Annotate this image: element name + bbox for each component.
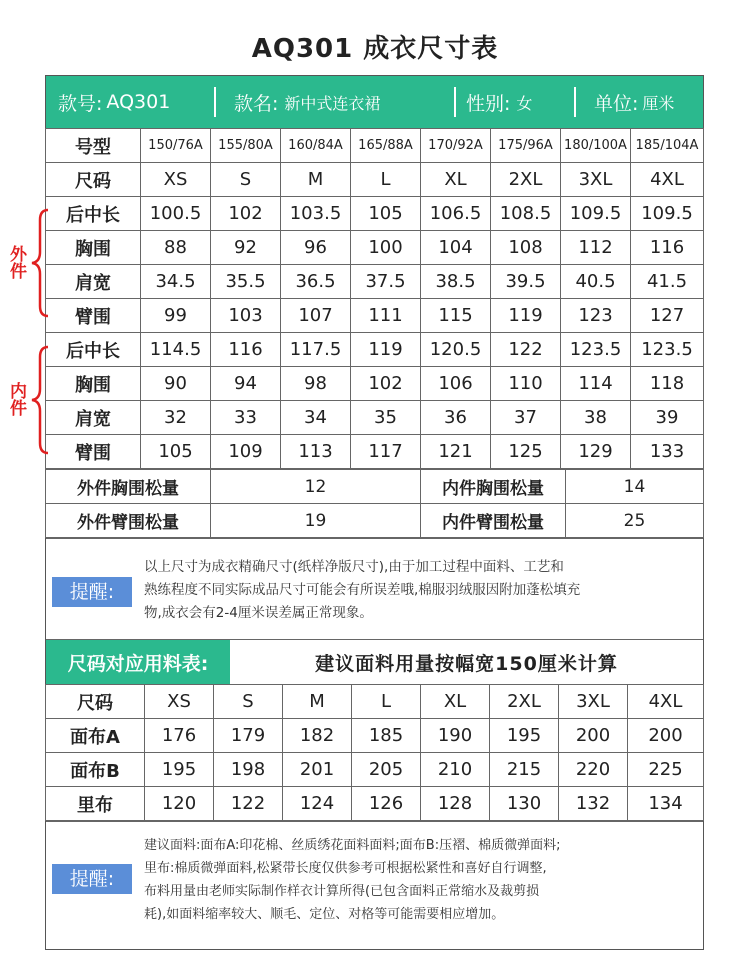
- measure-value: 123: [561, 299, 631, 333]
- measure-value: 125: [491, 435, 561, 469]
- table-row: [46, 231, 704, 265]
- fabric-label: 里布: [46, 787, 145, 821]
- measure-value: 102: [211, 197, 281, 231]
- size-cell: XS: [141, 163, 211, 197]
- measure-value: 41.5: [631, 265, 704, 299]
- size-cell: XL: [421, 685, 490, 719]
- measure-value: 123.5: [561, 333, 631, 367]
- measure-value: 109.5: [631, 197, 704, 231]
- measure-value: 103.5: [281, 197, 351, 231]
- size-row: [46, 163, 704, 197]
- reminder-line: 熟练程度不同实际成品尺寸可能会有所误差哦,棉服羽绒服因附加蓬松填充: [144, 582, 581, 598]
- fabric-value: 179: [214, 719, 283, 753]
- gender-cell: [454, 76, 574, 128]
- size-code: 180/100A: [561, 129, 631, 163]
- ease-row: [46, 470, 704, 504]
- fabric-header: [46, 639, 703, 685]
- measure-value: 38.5: [421, 265, 491, 299]
- size-cell: XS: [145, 685, 214, 719]
- fabric-value: 205: [352, 753, 421, 787]
- reminder-line: 里布:棉质微弹面料,松紧带长度仅供参考可根据松紧性和喜好自行调整,: [144, 861, 547, 876]
- size-code: 185/104A: [631, 129, 704, 163]
- measure-value: 119: [351, 333, 421, 367]
- measure-value: 32: [141, 401, 211, 435]
- style-no-cell: [46, 76, 214, 128]
- measure-value: 122: [491, 333, 561, 367]
- unit-label: 单位:: [594, 92, 639, 115]
- fabric-value: 215: [490, 753, 559, 787]
- size-cell: 3XL: [561, 163, 631, 197]
- reminder-line: 以上尺寸为成衣精确尺寸(纸样净版尺寸),由于加工过程中面料、工艺和: [144, 559, 564, 575]
- inner-brace-icon: [28, 345, 50, 455]
- size-code: 155/80A: [211, 129, 281, 163]
- outer-brace-icon: [28, 208, 50, 318]
- reminder-line: 建议面料:面布A:印花棉、丝质绣花面料面料;面布B:压褶、棉质微弹面料;: [144, 838, 561, 853]
- size-cell: XL: [421, 163, 491, 197]
- style-name-label: 款名:: [234, 92, 279, 115]
- size-table: [45, 128, 704, 469]
- fabric-value: 126: [352, 787, 421, 821]
- measure-value: 105: [351, 197, 421, 231]
- table-row: [46, 435, 704, 469]
- measure-value: 107: [281, 299, 351, 333]
- measure-value: 90: [141, 367, 211, 401]
- table-row: [46, 401, 704, 435]
- table-row: [46, 197, 704, 231]
- measure-value: 36.5: [281, 265, 351, 299]
- measure-value: 94: [211, 367, 281, 401]
- ease-table: [45, 469, 704, 538]
- ease-row: [46, 504, 704, 538]
- measure-value: 37.5: [351, 265, 421, 299]
- gender-label: 性别:: [466, 92, 511, 115]
- measure-value: 127: [631, 299, 704, 333]
- fabric-value: 134: [628, 787, 704, 821]
- fabric-value: 190: [421, 719, 490, 753]
- row-header: 尺码: [46, 163, 141, 197]
- measure-value: 104: [421, 231, 491, 265]
- measure-value: 123.5: [631, 333, 704, 367]
- measure-value: 96: [281, 231, 351, 265]
- measure-value: 99: [141, 299, 211, 333]
- style-name-cell: [214, 76, 454, 128]
- measure-value: 40.5: [561, 265, 631, 299]
- fabric-value: 201: [283, 753, 352, 787]
- measure-value: 36: [421, 401, 491, 435]
- inner-label-text: 内件: [6, 382, 26, 416]
- fabric-value: 120: [145, 787, 214, 821]
- reminder-box: [46, 538, 703, 639]
- table-row: [46, 367, 704, 401]
- measure-label: 臂围: [46, 435, 141, 469]
- measure-label: 胸围: [46, 367, 141, 401]
- measure-value: 115: [421, 299, 491, 333]
- measure-value: 39.5: [491, 265, 561, 299]
- measure-value: 92: [211, 231, 281, 265]
- fabric-value: 122: [214, 787, 283, 821]
- fabric-value: 124: [283, 787, 352, 821]
- size-cell: M: [283, 685, 352, 719]
- fabric-subtitle: 建议面料用量按幅宽150厘米计算: [315, 652, 618, 675]
- measure-value: 121: [421, 435, 491, 469]
- ease-label: 外件臂围松量: [46, 504, 211, 538]
- measure-value: 103: [211, 299, 281, 333]
- fabric-value: 182: [283, 719, 352, 753]
- fabric-table: [45, 684, 704, 821]
- measure-value: 116: [631, 231, 704, 265]
- reminder-box-2: [46, 821, 703, 949]
- size-code: 170/92A: [421, 129, 491, 163]
- measure-value: 88: [141, 231, 211, 265]
- size-cell: L: [352, 685, 421, 719]
- row-header: 号型: [46, 129, 141, 163]
- size-cell: 2XL: [490, 685, 559, 719]
- measure-value: 38: [561, 401, 631, 435]
- measure-label: 肩宽: [46, 265, 141, 299]
- table-row: [46, 265, 704, 299]
- measure-value: 102: [351, 367, 421, 401]
- inner-label: [6, 382, 26, 421]
- gender-value: 女: [516, 93, 533, 113]
- fabric-value: 210: [421, 753, 490, 787]
- fabric-value: 132: [559, 787, 628, 821]
- size-cell: S: [214, 685, 283, 719]
- measure-value: 106: [421, 367, 491, 401]
- style-name-value: 新中式连衣裙: [284, 93, 381, 113]
- table-row: [46, 333, 704, 367]
- unit-cell: [574, 76, 703, 128]
- measure-value: 35.5: [211, 265, 281, 299]
- measure-value: 33: [211, 401, 281, 435]
- fabric-size-row: [46, 685, 704, 719]
- measure-value: 109.5: [561, 197, 631, 231]
- measure-value: 118: [631, 367, 704, 401]
- ease-label: 内件胸围松量: [421, 470, 566, 504]
- header-bar: [46, 76, 703, 128]
- fabric-value: 185: [352, 719, 421, 753]
- measure-value: 111: [351, 299, 421, 333]
- fabric-label: 面布A: [46, 719, 145, 753]
- measure-value: 34: [281, 401, 351, 435]
- measure-label: 后中长: [46, 197, 141, 231]
- ease-value: 14: [566, 470, 704, 504]
- reminder-line: 物,成衣会有2-4厘米误差属正常现象。: [144, 605, 373, 621]
- fabric-value: 198: [214, 753, 283, 787]
- reminder-badge-2: 提醒:: [52, 864, 132, 894]
- measure-label: 肩宽: [46, 401, 141, 435]
- ease-value: 19: [211, 504, 421, 538]
- size-cell: L: [351, 163, 421, 197]
- fabric-value: 128: [421, 787, 490, 821]
- size-code: 150/76A: [141, 129, 211, 163]
- measure-value: 37: [491, 401, 561, 435]
- row-header: 尺码: [46, 685, 145, 719]
- code-row: [46, 129, 704, 163]
- ease-value: 12: [211, 470, 421, 504]
- measure-value: 108.5: [491, 197, 561, 231]
- measure-value: 114: [561, 367, 631, 401]
- measure-value: 106.5: [421, 197, 491, 231]
- measure-value: 35: [351, 401, 421, 435]
- ease-label: 外件胸围松量: [46, 470, 211, 504]
- size-cell: 2XL: [491, 163, 561, 197]
- fabric-label: 面布B: [46, 753, 145, 787]
- outer-label-text: 外件: [6, 245, 26, 279]
- size-code: 175/96A: [491, 129, 561, 163]
- reminder-line: 布料用量由老师实际制作样衣计算所得(已包含面料正常缩水及裁剪损: [144, 884, 540, 899]
- measure-value: 110: [491, 367, 561, 401]
- size-cell: 3XL: [559, 685, 628, 719]
- measure-value: 114.5: [141, 333, 211, 367]
- fabric-value: 130: [490, 787, 559, 821]
- size-cell: 4XL: [628, 685, 704, 719]
- measure-value: 105: [141, 435, 211, 469]
- ease-value: 25: [566, 504, 704, 538]
- reminder-text: [144, 556, 580, 625]
- fabric-row: [46, 753, 704, 787]
- outer-label: [6, 245, 26, 284]
- size-cell: M: [281, 163, 351, 197]
- measure-label: 臂围: [46, 299, 141, 333]
- fabric-row: [46, 719, 704, 753]
- measure-value: 129: [561, 435, 631, 469]
- measure-value: 109: [211, 435, 281, 469]
- fabric-value: 200: [559, 719, 628, 753]
- measure-value: 98: [281, 367, 351, 401]
- page-title: AQ301 成衣尺寸表: [251, 34, 499, 64]
- size-chart: [45, 75, 704, 950]
- fabric-row: [46, 787, 704, 821]
- measure-value: 100.5: [141, 197, 211, 231]
- ease-label: 内件臂围松量: [421, 504, 566, 538]
- measure-label: 后中长: [46, 333, 141, 367]
- measure-value: 113: [281, 435, 351, 469]
- table-row: [46, 299, 704, 333]
- measure-value: 108: [491, 231, 561, 265]
- reminder-text-2: [144, 834, 560, 926]
- fabric-title: 尺码对应用料表:: [46, 640, 230, 684]
- style-no-label: 款号:: [58, 92, 103, 115]
- size-cell: S: [211, 163, 281, 197]
- measure-value: 117: [351, 435, 421, 469]
- measure-value: 116: [211, 333, 281, 367]
- reminder-badge: 提醒:: [52, 577, 132, 607]
- measure-value: 117.5: [281, 333, 351, 367]
- unit-value: 厘米: [642, 93, 675, 113]
- fabric-value: 195: [145, 753, 214, 787]
- style-no-value: AQ301: [106, 91, 171, 113]
- measure-value: 39: [631, 401, 704, 435]
- reminder-line: 耗),如面料缩率较大、顺毛、定位、对格等可能需要相应增加。: [144, 907, 505, 922]
- fabric-value: 220: [559, 753, 628, 787]
- measure-label: 胸围: [46, 231, 141, 265]
- measure-value: 119: [491, 299, 561, 333]
- measure-value: 112: [561, 231, 631, 265]
- measure-value: 100: [351, 231, 421, 265]
- measure-value: 133: [631, 435, 704, 469]
- fabric-value: 176: [145, 719, 214, 753]
- size-cell: 4XL: [631, 163, 704, 197]
- fabric-value: 195: [490, 719, 559, 753]
- fabric-value: 225: [628, 753, 704, 787]
- size-code: 165/88A: [351, 129, 421, 163]
- measure-value: 34.5: [141, 265, 211, 299]
- fabric-value: 200: [628, 719, 704, 753]
- measure-value: 120.5: [421, 333, 491, 367]
- size-code: 160/84A: [281, 129, 351, 163]
